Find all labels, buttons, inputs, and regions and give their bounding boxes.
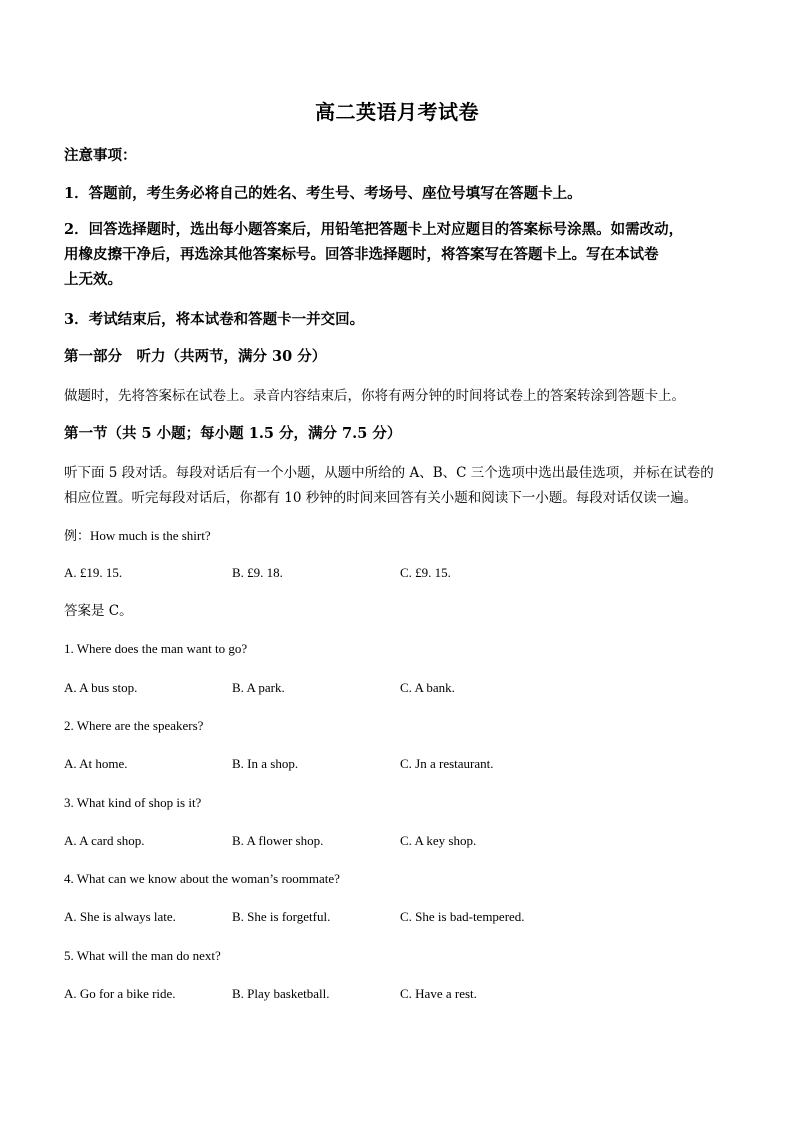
example-option-c: C. £9. 15. [400,565,451,580]
question-4-option-c: C. She is bad-tempered. [400,909,525,924]
page-title: 高二英语月考试卷 [315,100,479,124]
example-option-a: A. £19. 15. [64,565,123,580]
notice-item-2-end: 上无效。 [64,271,122,288]
question-4-option-a: A. She is always late. [64,909,176,924]
question-4: 4. What can we know about the woman’s roommate? [64,871,340,886]
question-5-option-a: A. Go for a bike ride. [64,986,176,1001]
part1-heading: 第一部分 听力（共两节，满分 30 分） [64,348,327,365]
section1-instruction-2: 相应位置。听完每段对话后，你都有 10 秒钟的时间来回答有关小题和阅读下一小题。每段对话仅读一遍。 [64,490,698,506]
question-2-option-a: A. At home. [64,756,128,771]
notice-item-2-cont: 用橡皮擦干净后，再选涂其他答案标号。回答非选择题时，将答案写在答题卡上。写在本试卷 [64,246,659,263]
question-3: 3. What kind of shop is it? [64,795,202,810]
question-5-option-b: B. Play basketball. [232,986,330,1001]
example-answer: 答案是 C。 [64,603,133,619]
question-3-option-a: A. A card shop. [64,833,145,848]
question-2-option-b: B. In a shop. [232,756,299,771]
example-option-b: B. £9. 18. [232,565,283,580]
notice-item-1: 1．答题前，考生务必将自己的姓名、考生号、考场号、座位号填写在答题卡上。 [64,185,582,202]
question-1-option-c: C. A bank. [400,680,455,695]
question-1-option-b: B. A park. [232,680,285,695]
question-5-option-c: C. Have a rest. [400,986,477,1001]
question-1-option-a: A. A bus stop. [64,680,138,695]
question-3-option-b: B. A flower shop. [232,833,324,848]
question-5: 5. What will the man do next? [64,948,221,963]
part1-instruction: 做题时，先将答案标在试卷上。录音内容结束后，你将有两分钟的时间将试卷上的答案转涂到答题卡上。 [64,388,685,404]
notice-item-3: 3．考试结束后，将本试卷和答题卡一并交回。 [64,311,365,328]
notice-heading: 注意事项： [64,147,137,164]
question-3-option-c: C. A key shop. [400,833,477,848]
section1-heading: 第一节（共 5 小题；每小题 1.5 分，满分 7.5 分） [64,425,402,442]
notice-item-2: 2．回答选择题时，选出每小题答案后，用铅笔把答题卡上对应题目的答案标号涂黑。如需改动， [64,221,684,238]
question-1: 1. Where does the man want to go? [64,641,248,656]
example-question: 例：How much is the shirt? [64,528,211,543]
section1-instruction-1: 听下面 5 段对话。每段对话后有一个小题，从题中所给的 A、B、C 三个选项中选出最佳选项，并标在试卷的 [64,465,714,481]
question-2: 2. Where are the speakers? [64,718,204,733]
question-2-option-c: C. Jn a restaurant. [400,756,494,771]
question-4-option-b: B. She is forgetful. [232,909,331,924]
